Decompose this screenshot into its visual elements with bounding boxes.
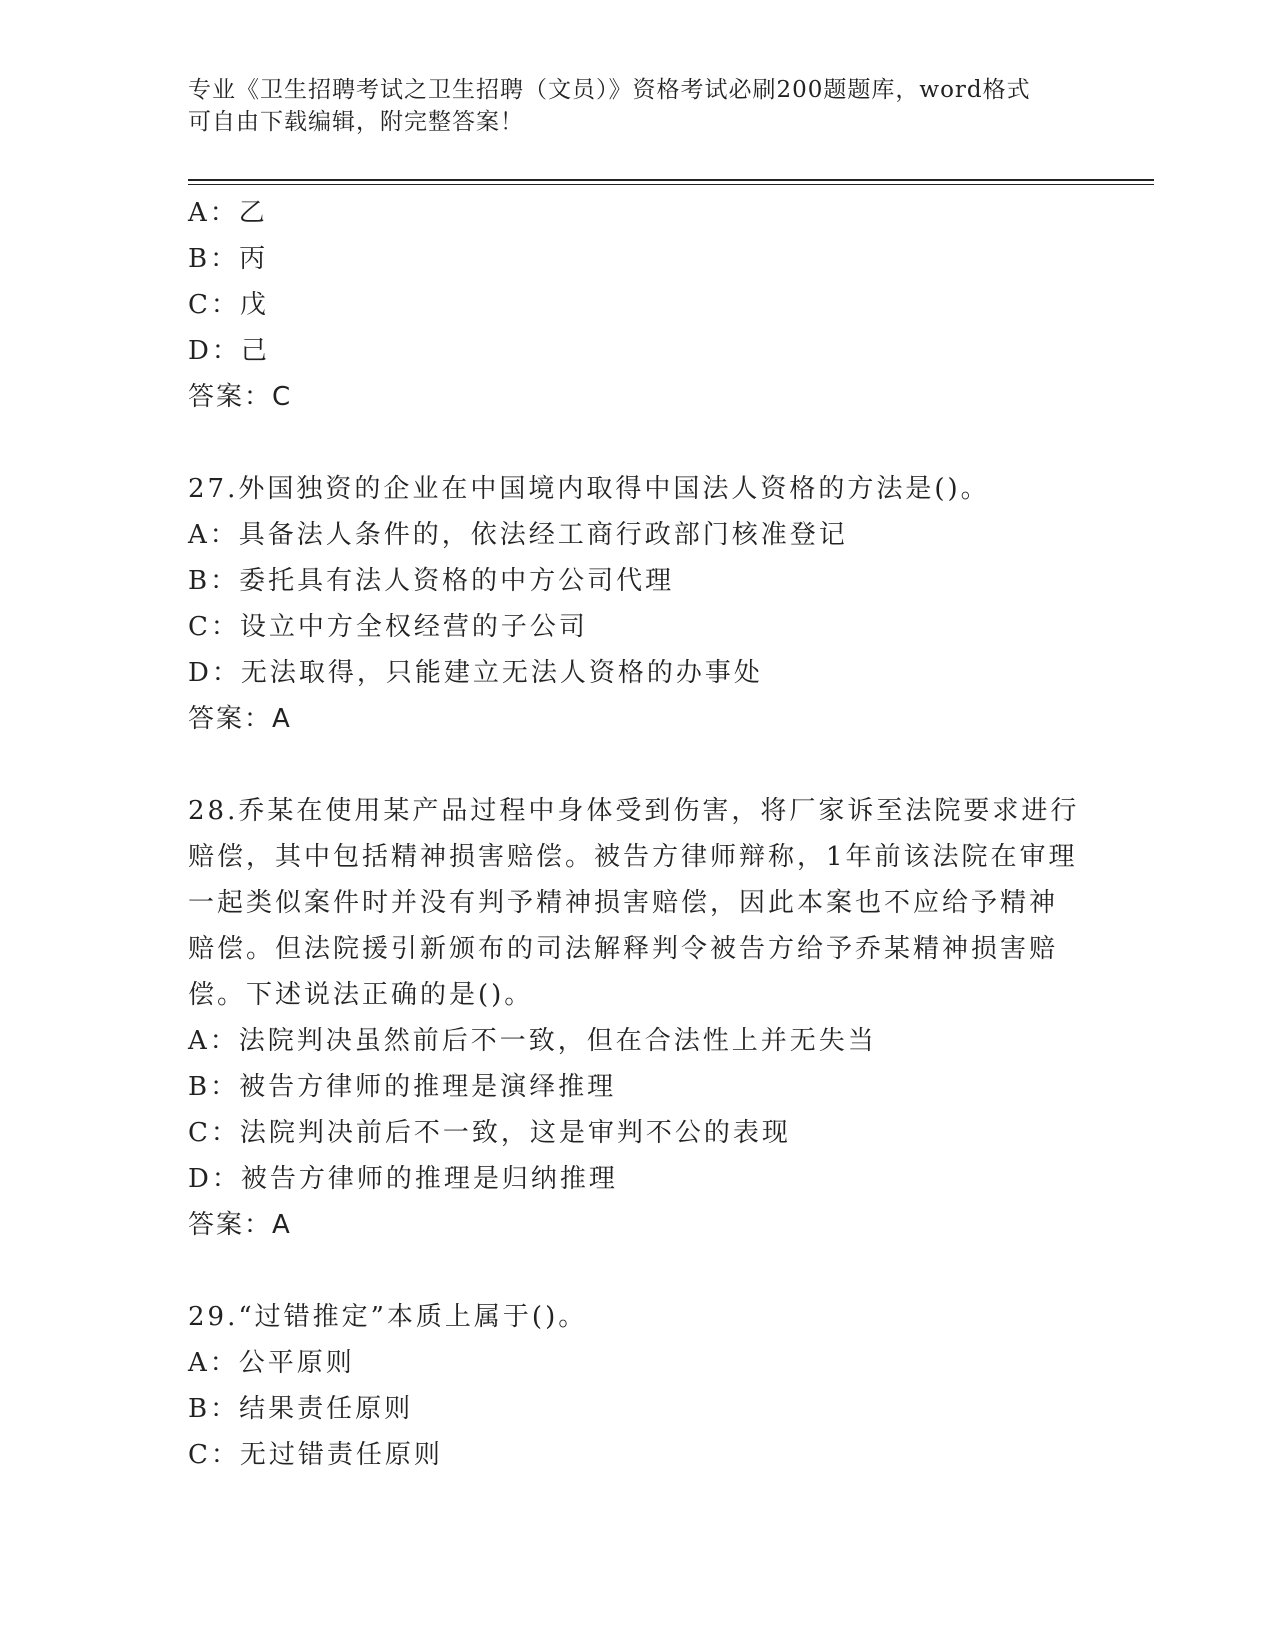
- question-stem-line-3: 一起类似案件时并没有判予精神损害赔偿，因此本案也不应给予精神: [188, 888, 1059, 918]
- question-29: [188, 1294, 1088, 1478]
- answer: 答案：A: [188, 704, 292, 734]
- header-rule-thin: [188, 184, 1154, 185]
- option-d: D：无法取得，只能建立无法人资格的办事处: [188, 658, 763, 688]
- option-d: D：被告方律师的推理是归纳推理: [188, 1164, 618, 1194]
- option-b: B：丙: [188, 244, 269, 274]
- question-stem: 29.“过错推定”本质上属于()。: [188, 1302, 588, 1332]
- question-stem-line-1: 28.乔某在使用某产品过程中身体受到伤害，将厂家诉至法院要求进行: [188, 796, 1080, 826]
- question-stem-line-4: 赔偿。但法院援引新颁布的司法解释判令被告方给予乔某精神损害赔: [188, 934, 1059, 964]
- option-b: B：结果责任原则: [188, 1394, 414, 1424]
- answer: 答案：C: [188, 382, 293, 412]
- question-content: [188, 190, 1088, 1478]
- option-a: A：乙: [188, 198, 268, 228]
- header-line-1: 专业《卫生招聘考试之卫生招聘（文员）》资格考试必刷200题题库，word格式: [188, 77, 1031, 103]
- option-c: C：设立中方全权经营的子公司: [188, 612, 588, 642]
- option-c: C：戊: [188, 290, 269, 320]
- option-b: B：被告方律师的推理是演绎推理: [188, 1072, 617, 1102]
- question-26-tail: [188, 190, 1088, 420]
- header-line-2: 可自由下载编辑，附完整答案！: [188, 109, 524, 135]
- question-28: [188, 788, 1088, 1248]
- question-27: [188, 466, 1088, 742]
- question-stem-line-2: 赔偿，其中包括精神损害赔偿。被告方律师辩称，1年前该法院在审理: [188, 842, 1078, 872]
- question-stem: 27.外国独资的企业在中国境内取得中国法人资格的方法是()。: [188, 474, 990, 504]
- option-d: D：己: [188, 336, 270, 366]
- option-c: C：法院判决前后不一致，这是审判不公的表现: [188, 1118, 791, 1148]
- option-b: B：委托具有法人资格的中方公司代理: [188, 566, 675, 596]
- option-a: A：具备法人条件的，依法经工商行政部门核准登记: [188, 520, 848, 550]
- question-stem-line-5: 偿。下述说法正确的是()。: [188, 980, 534, 1010]
- option-c: C：无过错责任原则: [188, 1440, 443, 1470]
- option-a: A：法院判决虽然前后不一致，但在合法性上并无失当: [188, 1026, 877, 1056]
- answer: 答案：A: [188, 1210, 292, 1240]
- header-rule-thick: [188, 179, 1154, 181]
- document-header: [188, 74, 1088, 138]
- option-a: A：公平原则: [188, 1348, 355, 1378]
